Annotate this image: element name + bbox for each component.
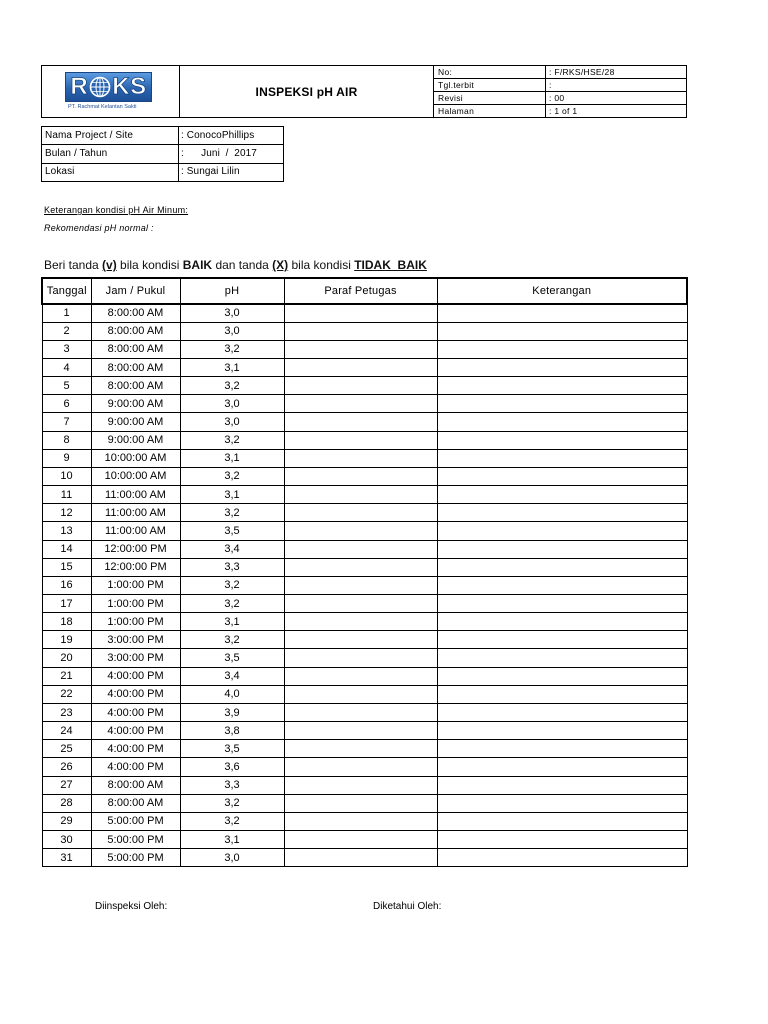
time-cell: 11:00:00 AM bbox=[91, 504, 180, 522]
remarks-cell bbox=[437, 722, 687, 740]
time-cell: 9:00:00 AM bbox=[91, 395, 180, 413]
signature-cell bbox=[284, 413, 437, 431]
signature-cell bbox=[284, 358, 437, 376]
time-cell: 4:00:00 PM bbox=[91, 722, 180, 740]
date-cell: 1 bbox=[42, 304, 91, 322]
page-label: Halaman bbox=[434, 105, 546, 118]
table-row bbox=[42, 504, 687, 522]
table-row bbox=[42, 613, 687, 631]
issue-date-label: Tgl.terbit bbox=[434, 79, 546, 92]
table-row bbox=[42, 631, 687, 649]
date-cell: 21 bbox=[42, 667, 91, 685]
month-year-value: : Juni / 2017 bbox=[179, 145, 284, 163]
ph-value-cell: 3,4 bbox=[180, 540, 284, 558]
table-row bbox=[42, 540, 687, 558]
ph-value-cell: 4,0 bbox=[180, 685, 284, 703]
remarks-cell bbox=[437, 522, 687, 540]
ph-value-cell: 3,1 bbox=[180, 449, 284, 467]
time-cell: 5:00:00 PM bbox=[91, 812, 180, 830]
signature-cell bbox=[284, 486, 437, 504]
signature-cell bbox=[284, 504, 437, 522]
table-row bbox=[42, 449, 687, 467]
ph-value-cell: 3,2 bbox=[180, 377, 284, 395]
time-cell: 1:00:00 PM bbox=[91, 613, 180, 631]
table-body bbox=[42, 304, 687, 867]
water-condition-note: Keterangan kondisi pH Air Minum: bbox=[44, 205, 189, 215]
month-year-row bbox=[42, 145, 284, 163]
ph-recommendation-note: Rekomendasi pH normal : bbox=[44, 223, 154, 233]
ph-value-cell: 3,9 bbox=[180, 703, 284, 721]
ph-value-cell: 3,2 bbox=[180, 595, 284, 613]
remarks-cell bbox=[437, 631, 687, 649]
time-cell: 5:00:00 PM bbox=[91, 831, 180, 849]
date-cell: 29 bbox=[42, 812, 91, 830]
date-cell: 19 bbox=[42, 631, 91, 649]
ph-value-cell: 3,0 bbox=[180, 413, 284, 431]
table-row bbox=[42, 558, 687, 576]
signature-cell bbox=[284, 849, 437, 867]
time-cell: 4:00:00 PM bbox=[91, 703, 180, 721]
company-logo bbox=[65, 72, 153, 111]
remarks-cell bbox=[437, 576, 687, 594]
remarks-cell bbox=[437, 322, 687, 340]
time-cell: 3:00:00 PM bbox=[91, 631, 180, 649]
column-header-date: Tanggal bbox=[42, 278, 91, 304]
signature-cell bbox=[284, 703, 437, 721]
date-cell: 14 bbox=[42, 540, 91, 558]
time-cell: 9:00:00 AM bbox=[91, 431, 180, 449]
good-condition-label: BAIK bbox=[182, 258, 213, 272]
logo-cell bbox=[42, 66, 180, 118]
date-cell: 28 bbox=[42, 794, 91, 812]
table-row bbox=[42, 831, 687, 849]
ph-value-cell: 3,5 bbox=[180, 649, 284, 667]
time-cell: 1:00:00 PM bbox=[91, 576, 180, 594]
remarks-cell bbox=[437, 758, 687, 776]
time-cell: 5:00:00 PM bbox=[91, 849, 180, 867]
time-cell: 11:00:00 AM bbox=[91, 522, 180, 540]
table-row bbox=[42, 358, 687, 376]
ph-value-cell: 3,1 bbox=[180, 358, 284, 376]
time-cell: 4:00:00 PM bbox=[91, 667, 180, 685]
table-row bbox=[42, 595, 687, 613]
date-cell: 25 bbox=[42, 740, 91, 758]
remarks-cell bbox=[437, 431, 687, 449]
issue-date-value: : bbox=[546, 79, 687, 92]
remarks-cell bbox=[437, 595, 687, 613]
table-row bbox=[42, 849, 687, 867]
ph-value-cell: 3,2 bbox=[180, 812, 284, 830]
location-row bbox=[42, 163, 284, 181]
ph-value-cell: 3,1 bbox=[180, 486, 284, 504]
signature-cell bbox=[284, 758, 437, 776]
table-row bbox=[42, 322, 687, 340]
time-cell: 12:00:00 PM bbox=[91, 540, 180, 558]
ph-value-cell: 3,0 bbox=[180, 304, 284, 322]
table-row bbox=[42, 395, 687, 413]
project-info-table bbox=[41, 126, 284, 182]
date-cell: 22 bbox=[42, 685, 91, 703]
time-cell: 9:00:00 AM bbox=[91, 413, 180, 431]
column-header-remarks: Keterangan bbox=[437, 278, 687, 304]
time-cell: 12:00:00 PM bbox=[91, 558, 180, 576]
ph-value-cell: 3,0 bbox=[180, 849, 284, 867]
location-value: : Sungai Lilin bbox=[179, 163, 284, 181]
remarks-cell bbox=[437, 831, 687, 849]
signature-cell bbox=[284, 340, 437, 358]
remarks-cell bbox=[437, 377, 687, 395]
time-cell: 8:00:00 AM bbox=[91, 340, 180, 358]
table-row bbox=[42, 576, 687, 594]
date-cell: 7 bbox=[42, 413, 91, 431]
ph-value-cell: 3,5 bbox=[180, 740, 284, 758]
globe-icon bbox=[89, 76, 111, 98]
time-cell: 8:00:00 AM bbox=[91, 358, 180, 376]
signature-cell bbox=[284, 431, 437, 449]
ph-value-cell: 3,2 bbox=[180, 504, 284, 522]
date-cell: 10 bbox=[42, 467, 91, 485]
signature-cell bbox=[284, 377, 437, 395]
inspected-by-label: Diinspeksi Oleh: bbox=[95, 901, 168, 912]
signature-cell bbox=[284, 685, 437, 703]
remarks-cell bbox=[437, 358, 687, 376]
ph-value-cell: 3,2 bbox=[180, 467, 284, 485]
table-row bbox=[42, 794, 687, 812]
time-cell: 4:00:00 PM bbox=[91, 685, 180, 703]
date-cell: 16 bbox=[42, 576, 91, 594]
signature-cell bbox=[284, 631, 437, 649]
time-cell: 8:00:00 AM bbox=[91, 377, 180, 395]
project-site-value: : ConocoPhillips bbox=[179, 127, 284, 145]
date-cell: 15 bbox=[42, 558, 91, 576]
table-header-row bbox=[42, 278, 687, 304]
signature-cell bbox=[284, 649, 437, 667]
table-row bbox=[42, 431, 687, 449]
date-cell: 9 bbox=[42, 449, 91, 467]
logo-bar bbox=[65, 72, 152, 102]
column-header-ph: pH bbox=[180, 278, 284, 304]
revision-value: : 00 bbox=[546, 92, 687, 105]
table-row bbox=[42, 703, 687, 721]
doc-number-label: No: bbox=[434, 66, 546, 79]
time-cell: 4:00:00 PM bbox=[91, 740, 180, 758]
remarks-cell bbox=[437, 558, 687, 576]
logo-letter-r: R bbox=[70, 72, 89, 100]
signature-cell bbox=[284, 776, 437, 794]
remarks-cell bbox=[437, 486, 687, 504]
remarks-cell bbox=[437, 613, 687, 631]
ph-value-cell: 3,0 bbox=[180, 395, 284, 413]
date-cell: 3 bbox=[42, 340, 91, 358]
ph-value-cell: 3,2 bbox=[180, 431, 284, 449]
remarks-cell bbox=[437, 849, 687, 867]
time-cell: 8:00:00 AM bbox=[91, 794, 180, 812]
remarks-cell bbox=[437, 685, 687, 703]
table-row bbox=[42, 758, 687, 776]
signature-cell bbox=[284, 540, 437, 558]
remarks-cell bbox=[437, 540, 687, 558]
ph-value-cell: 3,1 bbox=[180, 613, 284, 631]
date-cell: 6 bbox=[42, 395, 91, 413]
logo-tagline: PT. Rachmat Kelantan Sakti bbox=[68, 103, 137, 110]
project-site-row bbox=[42, 127, 284, 145]
time-cell: 8:00:00 AM bbox=[91, 304, 180, 322]
ph-value-cell: 3,8 bbox=[180, 722, 284, 740]
signature-cell bbox=[284, 467, 437, 485]
instruction-text: dan tanda bbox=[212, 258, 273, 272]
table-row bbox=[42, 776, 687, 794]
date-cell: 13 bbox=[42, 522, 91, 540]
signature-cell bbox=[284, 576, 437, 594]
ph-value-cell: 3,5 bbox=[180, 522, 284, 540]
table-row bbox=[42, 812, 687, 830]
remarks-cell bbox=[437, 395, 687, 413]
table-row bbox=[42, 304, 687, 322]
remarks-cell bbox=[437, 304, 687, 322]
document-header bbox=[41, 65, 687, 118]
remarks-cell bbox=[437, 667, 687, 685]
ph-value-cell: 3,4 bbox=[180, 667, 284, 685]
signature-cell bbox=[284, 304, 437, 322]
signature-cell bbox=[284, 831, 437, 849]
date-cell: 8 bbox=[42, 431, 91, 449]
signature-cell bbox=[284, 794, 437, 812]
instruction-text: bila kondisi bbox=[116, 258, 183, 272]
remarks-cell bbox=[437, 740, 687, 758]
ph-value-cell: 3,2 bbox=[180, 576, 284, 594]
ph-value-cell: 3,2 bbox=[180, 631, 284, 649]
date-cell: 4 bbox=[42, 358, 91, 376]
signature-cell bbox=[284, 449, 437, 467]
table-row bbox=[42, 722, 687, 740]
remarks-cell bbox=[437, 794, 687, 812]
acknowledged-by-label: Diketahui Oleh: bbox=[373, 901, 442, 912]
ph-value-cell: 3,2 bbox=[180, 794, 284, 812]
location-label: Lokasi bbox=[42, 163, 179, 181]
table-row bbox=[42, 649, 687, 667]
project-site-label: Nama Project / Site bbox=[42, 127, 179, 145]
signature-cell bbox=[284, 740, 437, 758]
time-cell: 8:00:00 AM bbox=[91, 776, 180, 794]
signature-cell bbox=[284, 558, 437, 576]
ph-value-cell: 3,3 bbox=[180, 558, 284, 576]
date-cell: 5 bbox=[42, 377, 91, 395]
date-cell: 12 bbox=[42, 504, 91, 522]
date-cell: 2 bbox=[42, 322, 91, 340]
remarks-cell bbox=[437, 812, 687, 830]
document-title: INSPEKSI pH AIR bbox=[180, 66, 434, 118]
table-row bbox=[42, 740, 687, 758]
table-row bbox=[42, 467, 687, 485]
ph-value-cell: 3,6 bbox=[180, 758, 284, 776]
signature-cell bbox=[284, 722, 437, 740]
time-cell: 10:00:00 AM bbox=[91, 449, 180, 467]
date-cell: 17 bbox=[42, 595, 91, 613]
column-header-signature: Paraf Petugas bbox=[284, 278, 437, 304]
signature-cell bbox=[284, 613, 437, 631]
date-cell: 11 bbox=[42, 486, 91, 504]
table-row bbox=[42, 667, 687, 685]
column-header-time: Jam / Pukul bbox=[91, 278, 180, 304]
table-row bbox=[42, 685, 687, 703]
date-cell: 26 bbox=[42, 758, 91, 776]
time-cell: 11:00:00 AM bbox=[91, 486, 180, 504]
doc-number-value: : F/RKS/HSE/28 bbox=[546, 66, 687, 79]
bad-condition-label: TIDAK BAIK bbox=[354, 258, 427, 272]
remarks-cell bbox=[437, 649, 687, 667]
table-row bbox=[42, 486, 687, 504]
remarks-cell bbox=[437, 776, 687, 794]
table-row bbox=[42, 522, 687, 540]
ph-value-cell: 3,1 bbox=[180, 831, 284, 849]
signature-cell bbox=[284, 522, 437, 540]
page-value: : 1 of 1 bbox=[546, 105, 687, 118]
remarks-cell bbox=[437, 413, 687, 431]
remarks-cell bbox=[437, 340, 687, 358]
signature-cell bbox=[284, 667, 437, 685]
month-year-label: Bulan / Tahun bbox=[42, 145, 179, 163]
signature-cell bbox=[284, 812, 437, 830]
date-cell: 30 bbox=[42, 831, 91, 849]
remarks-cell bbox=[437, 449, 687, 467]
table-row bbox=[42, 340, 687, 358]
time-cell: 10:00:00 AM bbox=[91, 467, 180, 485]
signature-cell bbox=[284, 395, 437, 413]
date-cell: 24 bbox=[42, 722, 91, 740]
remarks-cell bbox=[437, 467, 687, 485]
date-cell: 23 bbox=[42, 703, 91, 721]
time-cell: 1:00:00 PM bbox=[91, 595, 180, 613]
date-cell: 18 bbox=[42, 613, 91, 631]
time-cell: 4:00:00 PM bbox=[91, 758, 180, 776]
revision-label: Revisi bbox=[434, 92, 546, 105]
remarks-cell bbox=[437, 703, 687, 721]
instruction-text: bila kondisi bbox=[288, 258, 355, 272]
remarks-cell bbox=[437, 504, 687, 522]
ph-value-cell: 3,3 bbox=[180, 776, 284, 794]
date-cell: 20 bbox=[42, 649, 91, 667]
time-cell: 8:00:00 AM bbox=[91, 322, 180, 340]
signature-cell bbox=[284, 595, 437, 613]
ph-value-cell: 3,0 bbox=[180, 322, 284, 340]
date-cell: 27 bbox=[42, 776, 91, 794]
table-row bbox=[42, 377, 687, 395]
table-row bbox=[42, 413, 687, 431]
date-cell: 31 bbox=[42, 849, 91, 867]
time-cell: 3:00:00 PM bbox=[91, 649, 180, 667]
instruction-text: Beri tanda bbox=[44, 258, 103, 272]
logo-letters-ks: KS bbox=[112, 72, 147, 100]
ph-inspection-table bbox=[41, 277, 688, 867]
marking-instruction bbox=[44, 258, 427, 272]
ph-value-cell: 3,2 bbox=[180, 340, 284, 358]
cross-symbol: (X) bbox=[272, 258, 289, 272]
signature-cell bbox=[284, 322, 437, 340]
check-symbol: (v) bbox=[102, 258, 117, 272]
